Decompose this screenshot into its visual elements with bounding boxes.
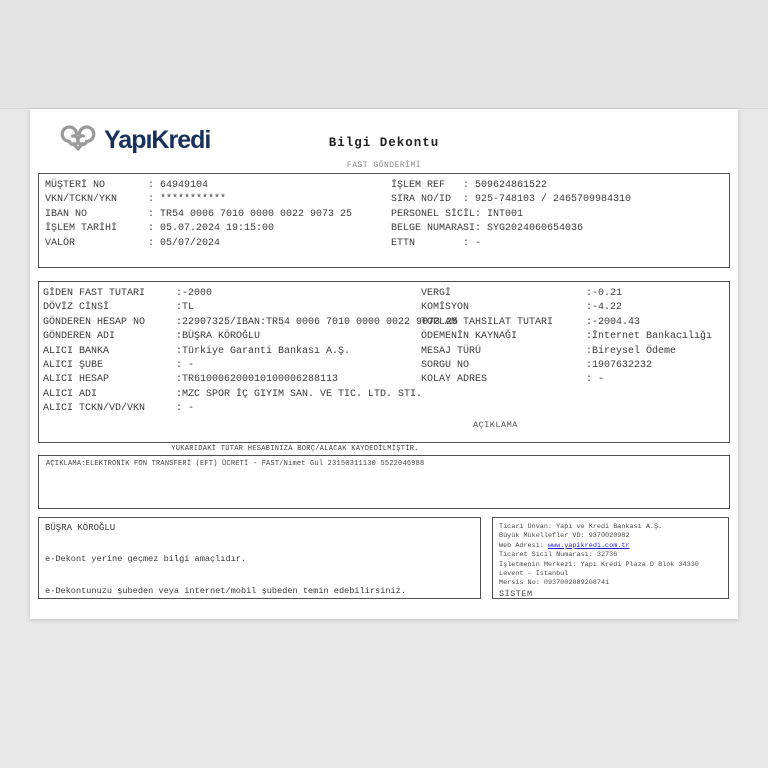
field-row xyxy=(45,208,352,222)
field-value: : *********** xyxy=(148,194,227,206)
field-row xyxy=(45,237,352,251)
field-row xyxy=(391,222,631,236)
field-row xyxy=(421,373,712,387)
description-text: AÇIKLAMA:ELEKTRONİK FON TRANSFERİ (EFT) ÜCRETİ - FAST/Nimet Gül 23150311130 5522046988 xyxy=(46,460,425,468)
transaction-detail-right-column xyxy=(421,287,712,388)
field-value: :-4.22 xyxy=(586,302,623,314)
field-value: : 509624861522 xyxy=(463,180,548,191)
field-label: SIRA NO/ID xyxy=(391,194,452,206)
field-value: : INT001 xyxy=(475,208,524,220)
field-row xyxy=(43,287,458,301)
bank-legal-info-box xyxy=(492,517,729,599)
field-label: VALÖR xyxy=(45,237,76,249)
field-row: Ticaret Sicil Numarası: 32736 xyxy=(499,551,618,560)
sender-signature-box xyxy=(38,517,481,599)
customer-info-right-column xyxy=(391,179,631,251)
field-label: ALICI BANKA xyxy=(43,345,110,357)
field-label: GÖNDEREN ADI xyxy=(43,331,116,343)
edekont-note-line2: e-Dekontunuzu şubeden veya internet/mobil şubeden temin edebilirsiniz. xyxy=(45,585,406,596)
field-label: BELGE NUMARASI xyxy=(391,223,476,235)
bank-web-address-row xyxy=(499,542,722,551)
field-row: Mersis No: 0937002089208741 xyxy=(499,579,610,588)
field-label: İŞLEM REF xyxy=(391,180,446,191)
field-row: Büyük Mükellefler VD: 9370020982 xyxy=(499,532,630,541)
receipt-page xyxy=(30,109,738,619)
aciklama-section-label: AÇIKLAMA xyxy=(473,420,518,430)
edekont-notes xyxy=(45,533,474,617)
field-row xyxy=(421,345,712,359)
field-label: MESAJ TÜRÜ xyxy=(421,345,482,357)
field-label: MÜŞTERİ NO xyxy=(45,180,106,191)
field-value: :1907632232 xyxy=(586,360,653,372)
bank-logo-text: YapıKredi xyxy=(104,125,211,154)
field-value: : - xyxy=(176,403,195,415)
field-value: :-2004.43 xyxy=(586,316,641,328)
field-row xyxy=(45,193,352,207)
bank-legal-lines-bottom xyxy=(499,551,722,589)
viewer-background-band xyxy=(0,0,768,109)
customer-info-left-column xyxy=(45,179,352,251)
transaction-detail-left-column xyxy=(43,287,458,417)
debit-credit-notice: YUKARIDAKİ TUTAR HESABINIZA BORÇ/ALACAK KAYDEDİLMİŞTİR. xyxy=(171,445,419,453)
field-value: : 05.07.2024 19:15:00 xyxy=(148,223,275,235)
field-row xyxy=(43,316,458,330)
field-label: GİDEN FAST TUTARI xyxy=(43,288,146,299)
document-title: Bilgi Dekontu xyxy=(328,136,440,150)
field-label: PERSONEL SİCİL xyxy=(391,208,476,220)
field-value: :-2000 xyxy=(176,288,213,299)
field-value: :MZC SPOR İÇ GIYIM SAN. VE TIC. LTD. STI. xyxy=(176,388,423,400)
field-label: ALICI TCKN/VD/VKN xyxy=(43,403,146,415)
field-label: ALICI ADI xyxy=(43,388,98,400)
field-value: : 925-748103 / 2465709984310 xyxy=(463,194,632,206)
field-value: : TR54 0006 7010 0000 0022 9073 25 xyxy=(148,208,353,220)
sender-name: BÜŞRA KÖROĞLU xyxy=(45,523,116,533)
field-label: SORGU NO xyxy=(421,360,470,372)
field-label: ÖDEMENİN KAYNAĞI xyxy=(421,331,518,343)
field-row xyxy=(45,179,352,193)
field-row xyxy=(421,330,712,344)
bank-legal-lines-top xyxy=(499,523,722,542)
field-value: :Türkiye Garanti Bankası A.Ş. xyxy=(176,345,351,357)
field-row xyxy=(421,359,712,373)
field-value: : - xyxy=(586,374,605,386)
field-value: :-0.21 xyxy=(586,288,623,299)
field-label: GÖNDEREN HESAP NO xyxy=(43,316,146,328)
system-label: SİSTEM xyxy=(499,588,533,599)
transaction-type-label: FAST GÖNDERİMİ xyxy=(346,161,422,170)
field-value: :TL xyxy=(176,302,195,314)
field-label: IBAN NO xyxy=(45,208,88,220)
field-row: İşletmenin Merkezi: Yapı Kredi Plaza D Blok 34330 xyxy=(499,560,699,569)
field-label: ALICI ŞUBE xyxy=(43,360,104,372)
field-row xyxy=(43,345,458,359)
description-box xyxy=(38,455,730,509)
field-value: :Bireysel Ödeme xyxy=(586,345,677,357)
field-row xyxy=(391,179,631,193)
field-label: KOLAY ADRES xyxy=(421,374,488,386)
field-value: :22907325/IBAN:TR54 0006 7010 0000 0022 9073 25 xyxy=(176,316,459,328)
field-label: İŞLEM TARİHİ xyxy=(45,223,118,235)
field-row xyxy=(421,287,712,301)
field-value: : 05/07/2024 xyxy=(148,237,221,249)
field-row xyxy=(391,193,631,207)
field-value: : 64949104 xyxy=(148,180,209,191)
field-value: :TR610006200010100006288113 xyxy=(176,374,339,386)
field-value: : - xyxy=(463,237,482,249)
field-value: :İnternet Bankacılığı xyxy=(586,331,713,343)
web-address-label: Web Adresi: xyxy=(499,541,548,550)
field-row: Levent - İstanbul xyxy=(499,570,569,579)
field-row: Ticari Ünvan: Yapı ve Kredi Bankası A.Ş. xyxy=(499,523,663,531)
field-value: : - xyxy=(176,360,195,372)
bank-website-link[interactable]: www.yapikredi.com.tr xyxy=(547,541,630,550)
customer-info-box xyxy=(38,173,730,268)
field-row xyxy=(421,316,712,330)
field-row xyxy=(43,359,458,373)
field-row xyxy=(43,388,458,402)
field-label: TOPLAM TAHSILAT TUTARI xyxy=(421,316,554,328)
field-label: VERGİ xyxy=(421,288,452,299)
field-row xyxy=(421,301,712,315)
field-label: ETTN xyxy=(391,237,416,249)
field-row xyxy=(391,208,631,222)
field-row xyxy=(43,330,458,344)
field-label: KOMİSYON xyxy=(421,302,470,314)
field-label: VKN/TCKN/YKN xyxy=(45,194,118,206)
field-label: DÖVİZ CİNSİ xyxy=(43,302,110,314)
field-row xyxy=(45,222,352,236)
field-value: : SYG2024060654036 xyxy=(475,223,584,235)
field-label: ALICI HESAP xyxy=(43,374,110,386)
transaction-detail-box xyxy=(38,281,730,443)
field-row xyxy=(43,373,458,387)
field-row xyxy=(43,402,458,416)
edekont-note-line1: e-Dekont yerine geçmez bilgi amaçlıdır. xyxy=(45,554,247,564)
field-value: :BÜŞRA KÖROĞLU xyxy=(176,331,261,343)
field-row xyxy=(43,301,458,315)
field-row xyxy=(391,237,631,251)
